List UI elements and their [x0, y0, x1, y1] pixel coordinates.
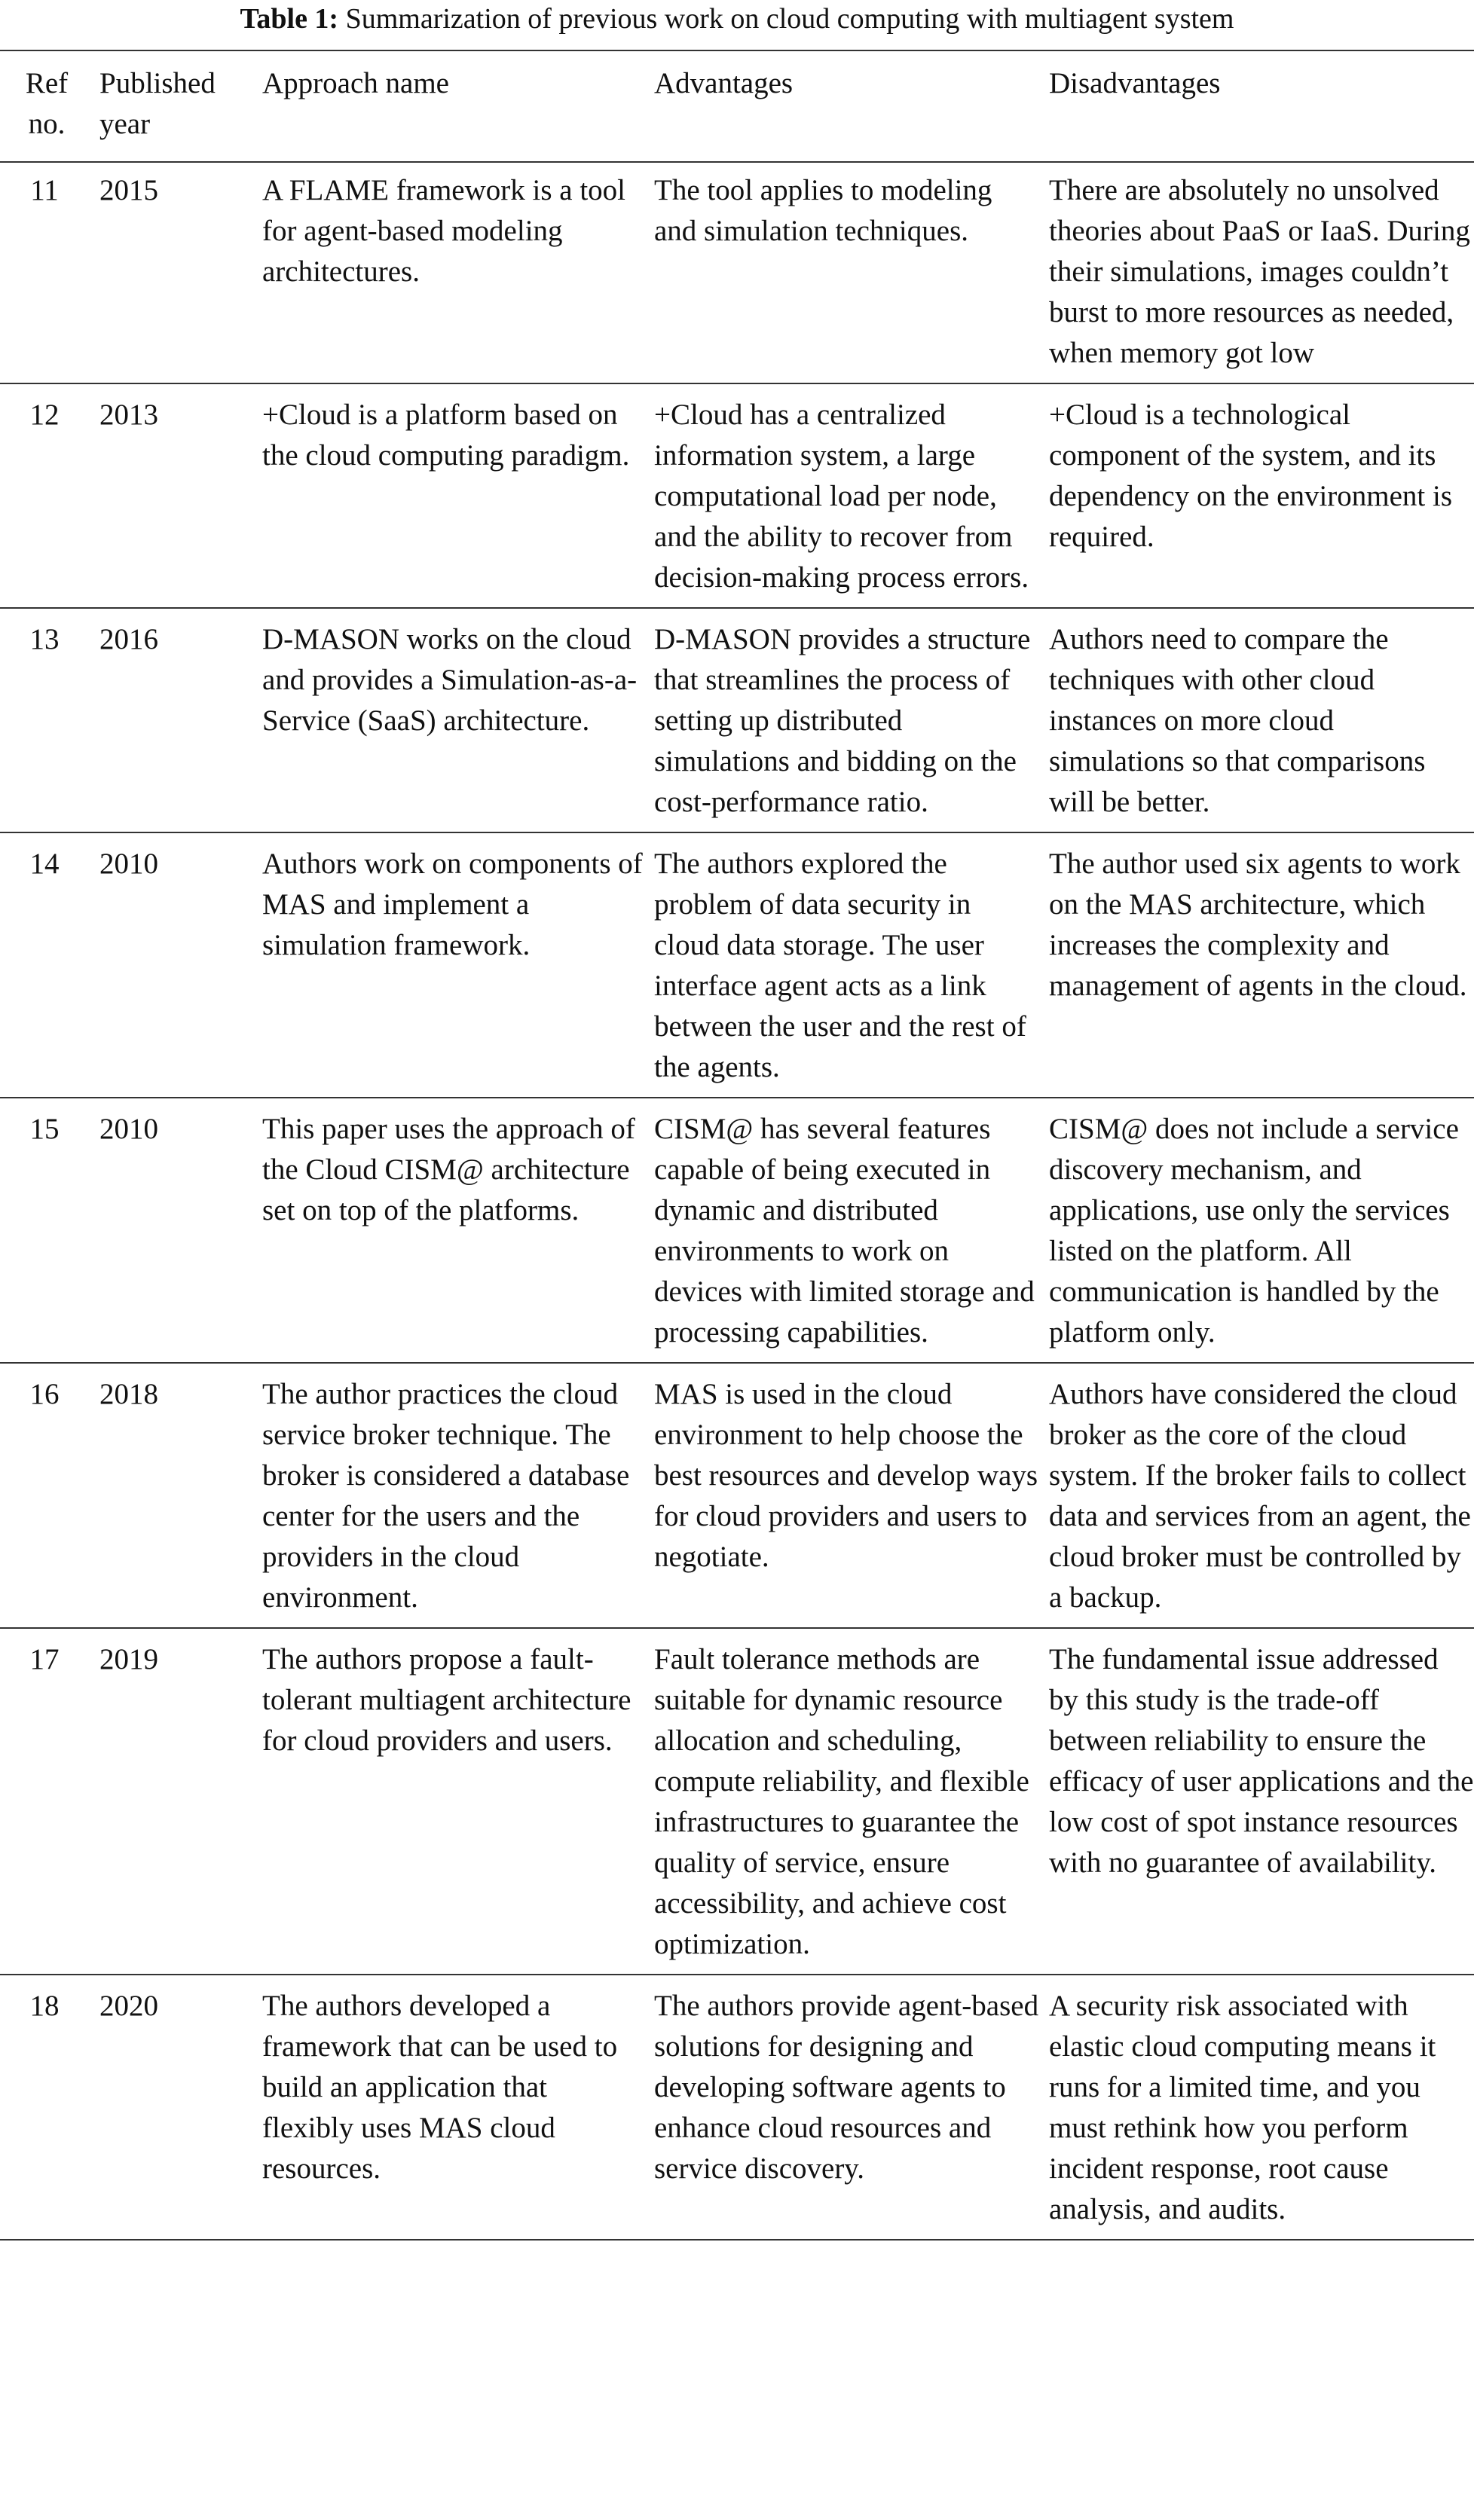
- cell-advantages: D-MASON provides a structure that streamlines the process of setting up distributed simulations and bidding on the cost-performance ratio.: [654, 623, 1031, 818]
- cell-approach-name: +Cloud is a platform based on the cloud computing paradigm.: [262, 399, 630, 472]
- cell-published-year: 2015: [99, 174, 158, 206]
- cell-ref-no: 14: [29, 848, 60, 880]
- table-row: [0, 1975, 1474, 2240]
- cell-disadvantages: CISM@ does not include a service discovery mechanism, and applications, use only the services listed on the platform. All communication is handled by the platform only.: [1049, 1113, 1459, 1349]
- cell-disadvantages: The fundamental issue addressed by this study is the trade-off between reliability to ensure the efficacy of user applications and the low cost of spot instance resources with no guarantee of availability.: [1049, 1643, 1474, 1879]
- cell-ref-no: 18: [29, 1990, 60, 2022]
- header-ref-no: Ref no.: [25, 67, 69, 140]
- cell-advantages: The tool applies to modeling and simulation techniques.: [654, 174, 992, 247]
- cell-ref-no: 12: [29, 399, 60, 431]
- cell-published-year: 2020: [99, 1990, 158, 2022]
- cell-ref-no: 16: [29, 1378, 60, 1410]
- cell-published-year: 2018: [99, 1378, 158, 1410]
- cell-advantages: MAS is used in the cloud environment to help choose the best resources and develop ways for cloud providers and users to negotiate.: [654, 1378, 1038, 1573]
- cell-approach-name: The authors propose a fault-tolerant multiagent architecture for cloud providers and users.: [262, 1643, 631, 1757]
- header-disadvantages: Disadvantages: [1049, 67, 1221, 99]
- cell-advantages: +Cloud has a centralized information system, a large computational load per node, and the ability to recover from decision-making process errors.: [654, 399, 1029, 594]
- table-row: [0, 1363, 1474, 1628]
- cell-approach-name: Authors work on components of MAS and implement a simulation framework.: [262, 848, 643, 961]
- table-row: [0, 608, 1474, 832]
- cell-approach-name: This paper uses the approach of the Cloud CISM@ architecture set on top of the platforms.: [262, 1113, 635, 1226]
- cell-disadvantages: A security risk associated with elastic cloud computing means it runs for a limited time, and you must rethink how you perform incident response, root cause analysis, and audits.: [1049, 1990, 1436, 2225]
- cell-published-year: 2010: [99, 1113, 158, 1145]
- cell-disadvantages: The author used six agents to work on the MAS architecture, which increases the complexity and management of agents in the cloud.: [1049, 848, 1467, 1002]
- cell-advantages: The authors explored the problem of data security in cloud data storage. The user interface agent acts as a link between the user and the rest of the agents.: [654, 848, 1026, 1083]
- cell-approach-name: The author practices the cloud service broker technique. The broker is considered a database center for the users and the providers in the cloud environment.: [262, 1378, 630, 1614]
- cell-published-year: 2013: [99, 399, 158, 431]
- table-caption-text: Summarization of previous work on cloud computing with multiagent system: [345, 3, 1234, 35]
- table-caption-label: Table 1:: [240, 3, 339, 35]
- cell-disadvantages: There are absolutely no unsolved theories about PaaS or IaaS. During their simulations, images couldn’t burst to more resources as needed, when memory got low: [1049, 174, 1470, 369]
- cell-ref-no: 13: [29, 623, 60, 655]
- cell-advantages: The authors provide agent-based solutions for designing and developing software agents to enhance cloud resources and service discovery.: [654, 1990, 1039, 2185]
- summary-table: [0, 50, 1474, 2241]
- cell-published-year: 2010: [99, 848, 158, 880]
- cell-ref-no: 17: [29, 1643, 60, 1675]
- table-row: [0, 1098, 1474, 1363]
- cell-ref-no: 11: [30, 174, 59, 206]
- table-row: [0, 832, 1474, 1098]
- cell-published-year: 2019: [99, 1643, 158, 1675]
- header-approach-name: Approach name: [262, 67, 449, 99]
- header-row: [0, 50, 1474, 162]
- header-published-year: Published year: [99, 67, 216, 140]
- table-caption: [0, 0, 1474, 48]
- cell-advantages: CISM@ has several features capable of being executed in dynamic and distributed environments to work on devices with limited storage and processing capabilities.: [654, 1113, 1035, 1349]
- table-row: [0, 1628, 1474, 1975]
- cell-disadvantages: +Cloud is a technological component of the system, and its dependency on the environment is required.: [1049, 399, 1453, 553]
- cell-disadvantages: Authors have considered the cloud broker as the core of the cloud system. If the broker fails to collect data and services from an agent, the cloud broker must be controlled by a backup.: [1049, 1378, 1471, 1614]
- cell-approach-name: A FLAME framework is a tool for agent-based modeling architectures.: [262, 174, 626, 288]
- cell-ref-no: 15: [29, 1113, 60, 1145]
- table-row: [0, 383, 1474, 608]
- table-body: [0, 162, 1474, 2240]
- cell-approach-name: D-MASON works on the cloud and provides a Simulation-as-a-Service (SaaS) architecture.: [262, 623, 638, 737]
- header-advantages: Advantages: [654, 67, 794, 99]
- table-row: [0, 162, 1474, 383]
- cell-approach-name: The authors developed a framework that can be used to build an application that flexibly uses MAS cloud resources.: [262, 1990, 618, 2185]
- cell-advantages: Fault tolerance methods are suitable for dynamic resource allocation and scheduling, compute reliability, and flexible infrastructures to guarantee the quality of service, ensure accessibility, and achieve cost optimization.: [654, 1643, 1029, 1960]
- cell-disadvantages: Authors need to compare the techniques with other cloud instances on more cloud simulations so that comparisons will be better.: [1049, 623, 1426, 818]
- cell-published-year: 2016: [99, 623, 158, 655]
- table-header: [0, 50, 1474, 162]
